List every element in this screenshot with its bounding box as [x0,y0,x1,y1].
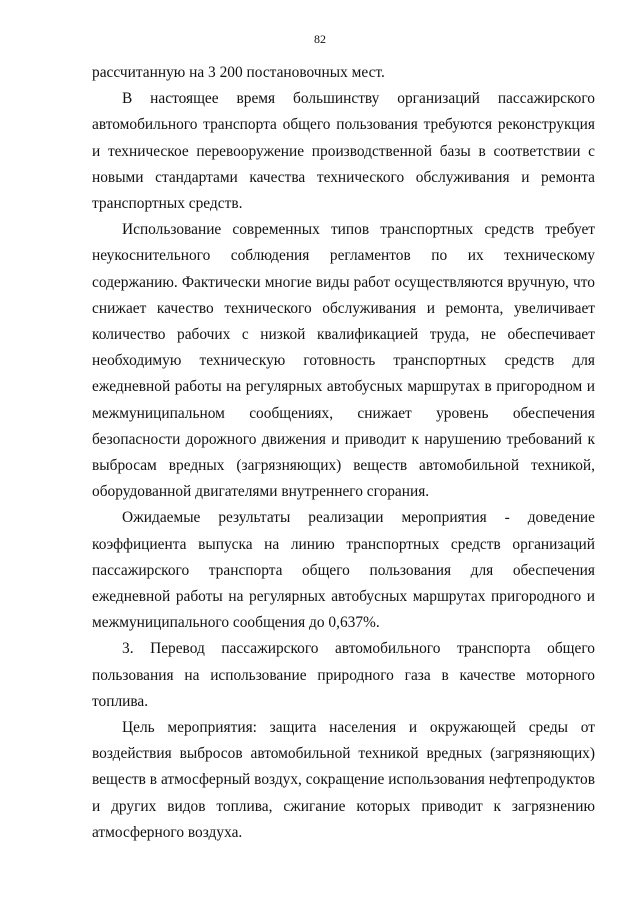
page-number: 82 [314,32,326,46]
list-item-3-natural-gas: 3. Перевод пассажирского автомобильного транспорта общего пользования на использование природного газа в качестве моторного топлива. [92,640,595,710]
paragraph-measure-goal: Цель мероприятия: защита населения и окружающей среды от воздействия выбросов автомобильной техникой вредных (загрязняющих) веществ в атмосферный воздух, сокращение использования нефтепродуктов и других видов топлива, сжигание которых приводит к загрязнению атмосферного воздуха. [92,719,595,841]
paragraph-expected-results: Ожидаемые результаты реализации мероприятия - доведение коэффициента выпуска на линию транспортных средств организаций пассажирского транспорта общего пользования для обеспечения ежедневной работы на регулярных автобусных маршрутах пригородного и межмуниципального сообщения до 0,637%. [92,509,595,632]
paragraph-maintenance-regulations: Использование современных типов транспортных средств требует неукоснительного соблюдения регламентов по их техническому содержанию. Фактически многие виды работ осуществляются вручную, что снижает качество технического обслуживания и ремонта, увеличивает количество рабочих с низкой квалификацией труда, не обеспечивает необходимую техническую готовность транспортных средств для ежедневной работы на регулярных автобусных маршрутах в пригородном и межмуниципальном сообщениях, снижает уровень обеспечения безопасности дорожного движения и приводит к нарушению требований к выбросам вредных (загрязняющих) веществ автомобильной техникой, оборудованной двигателями внутреннего сгорания. [92,221,595,501]
paragraph-continuation: рассчитанную на 3 200 постановочных мест. [92,64,385,81]
paragraph-reconstruction-needs: В настоящее время большинству организаций пассажирского автомобильного транспорта общего пользования требуются реконструкция и техническое перевооружение производственной базы в соответствии с новыми стандартами качества технического обслуживания и ремонта транспортных средств. [92,90,595,213]
document-body [92,60,595,846]
